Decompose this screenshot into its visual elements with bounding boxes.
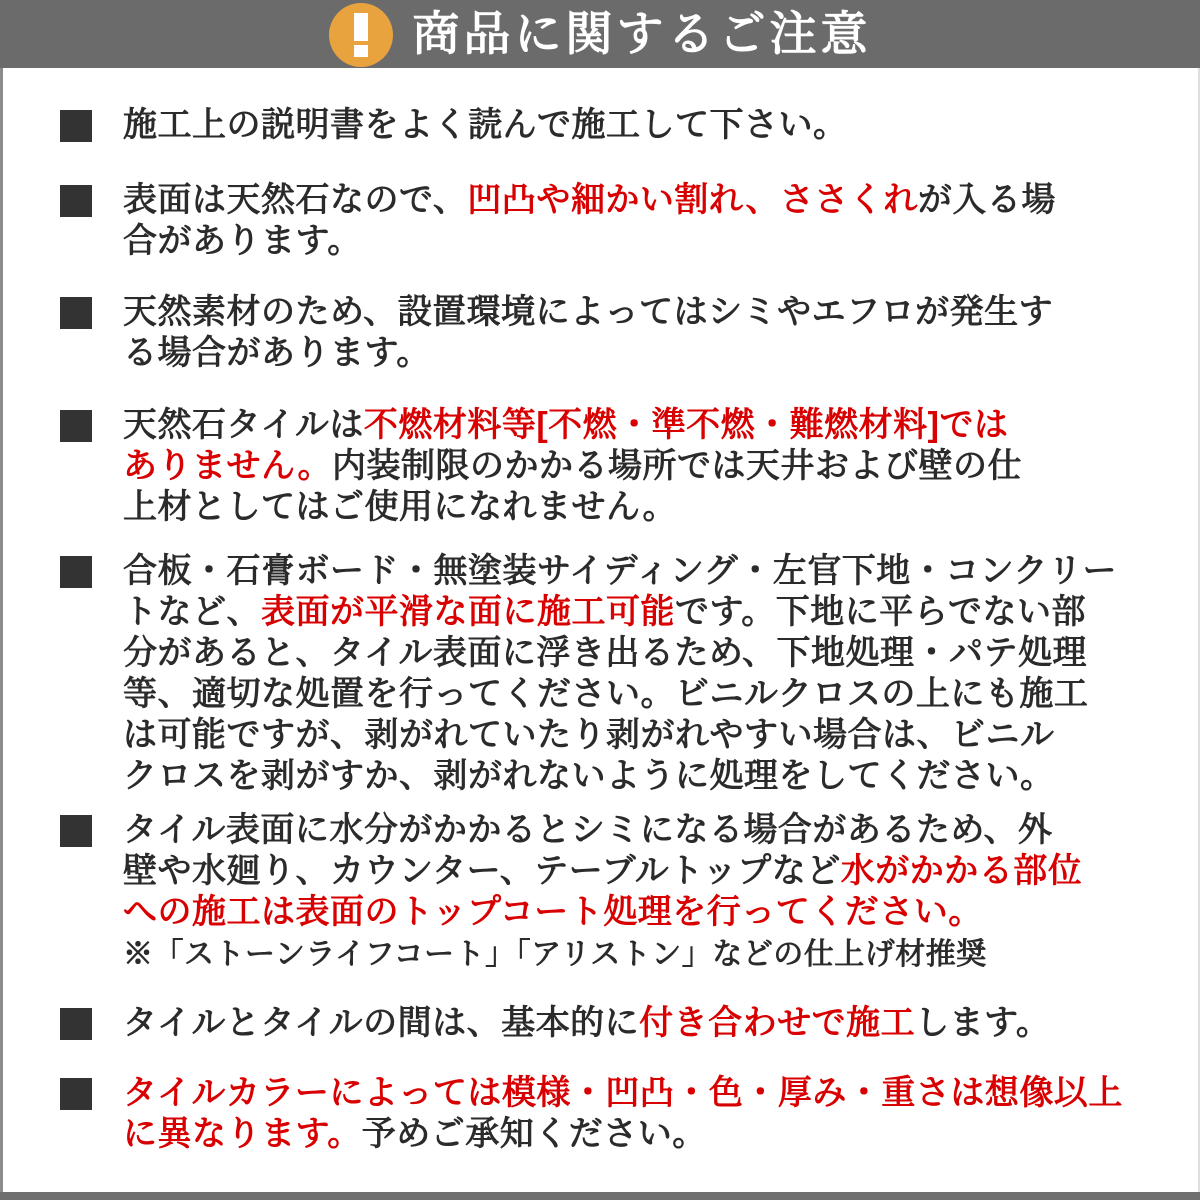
notice-text-segment: る場合があります。 <box>123 334 431 372</box>
bullet-square-icon <box>60 297 92 329</box>
bullet-square-icon <box>60 556 92 588</box>
exclamation-dot <box>354 45 368 57</box>
notice-text-segment: タイルとタイルの間は、基本的に <box>123 1004 640 1042</box>
notice-text-segment: します。 <box>915 1004 1051 1042</box>
notice-text-segment-red: に異なります。 <box>123 1115 362 1153</box>
notice-text <box>123 180 1056 262</box>
notice-text-segment: 壁や水廻り、カウンター、テーブルトップなど <box>123 852 841 890</box>
notice-text-segment: 等、適切な処置を行ってください。ビニルクロスの上にも施工 <box>123 675 1089 713</box>
notice-text-segment-red: ありません。 <box>123 447 333 485</box>
bullet-square-icon <box>60 410 92 442</box>
notice-item-5 <box>60 551 1150 797</box>
bullet-square-icon <box>60 185 92 217</box>
notice-text-segment: トなど、 <box>123 593 261 631</box>
notice-text-segment: 上材としてはご使用になれません。 <box>123 488 678 526</box>
page-title: 商品に関するご注意 <box>412 7 872 60</box>
notice-item-7 <box>60 1003 1150 1044</box>
notice-text <box>123 1003 1050 1044</box>
notice-text <box>123 105 848 146</box>
notice-text-segment: は可能ですが、剥がれていたり剥がれやすい場合は、ビニル <box>123 716 1055 754</box>
notice-item-2 <box>60 180 1150 262</box>
notice-text <box>123 810 1082 975</box>
notice-text-segment: が入る場 <box>917 181 1056 219</box>
bullet-square-icon <box>60 1008 92 1040</box>
notice-text-segment-red: 不燃材料等[不燃・準不燃・難燃材料]では <box>363 406 1009 444</box>
notice-text-segment-red: 水がかかる部位 <box>840 852 1083 890</box>
notice-text-segment: 予めご承知ください。 <box>361 1115 707 1153</box>
notice-header <box>0 0 1200 68</box>
notice-item-1 <box>60 105 1150 146</box>
notice-text-segment-red: 表面が平滑な面に施工可能 <box>261 593 675 631</box>
notice-text-segment: 合板・石膏ボード・無塗装サイディング・左官下地・コンクリー <box>123 552 1118 590</box>
notice-item-3 <box>60 292 1150 374</box>
notice-text-segment: タイル表面に水分がかかるとシミになる場合があるため、外 <box>123 811 1053 849</box>
exclamation-icon <box>329 3 393 67</box>
notice-text <box>123 1073 1123 1155</box>
notice-text-segment-red: への施工は表面のトップコート処理を行ってください。 <box>123 893 983 931</box>
notice-item-4 <box>60 405 1150 528</box>
notice-text-segment: です。下地に平らでない部 <box>675 593 1086 631</box>
footer-bar <box>0 1192 1200 1200</box>
bullet-square-icon <box>60 110 92 142</box>
bullet-square-icon <box>60 1078 92 1110</box>
notice-text-segment: 表面は天然石なので、 <box>123 181 468 219</box>
notice-text <box>123 292 1053 374</box>
notice-text <box>123 551 1117 797</box>
notice-text-segment: 天然素材のため、設置環境によってはシミやエフロが発生す <box>123 293 1054 331</box>
notice-text-segment: 分があると、タイル表面に浮き出るため、下地処理・パテ処理 <box>123 634 1087 672</box>
notice-text-segment: クロスを剥がすか、剥がれないように処理をしてください。 <box>123 757 1055 795</box>
notice-text-segment: 合があります。 <box>123 222 362 260</box>
notice-text-segment-red: 凹凸や細かい割れ、ささくれ <box>467 181 918 219</box>
exclamation-bar <box>354 13 368 41</box>
notice-text-segment: ※「ストーンライフコート」「アリストン」などの仕上げ材推奨 <box>123 938 987 971</box>
notice-item-6 <box>60 810 1150 975</box>
notice-text <box>123 405 1022 528</box>
notice-list <box>0 68 1200 1192</box>
notice-text-segment-red: 付き合わせで施工 <box>639 1004 916 1042</box>
notice-item-8 <box>60 1073 1150 1155</box>
notice-text-segment: 内装制限のかかる場所では天井および壁の仕 <box>332 447 1023 485</box>
bullet-square-icon <box>60 815 92 847</box>
notice-text-segment: 天然石タイルは <box>123 406 364 444</box>
notice-text-segment: 施工上の説明書をよく読んで施工して下さい。 <box>123 106 848 144</box>
notice-text-segment-red: タイルカラーによっては模様・凹凸・色・厚み・重さは想像以上 <box>123 1074 1123 1112</box>
